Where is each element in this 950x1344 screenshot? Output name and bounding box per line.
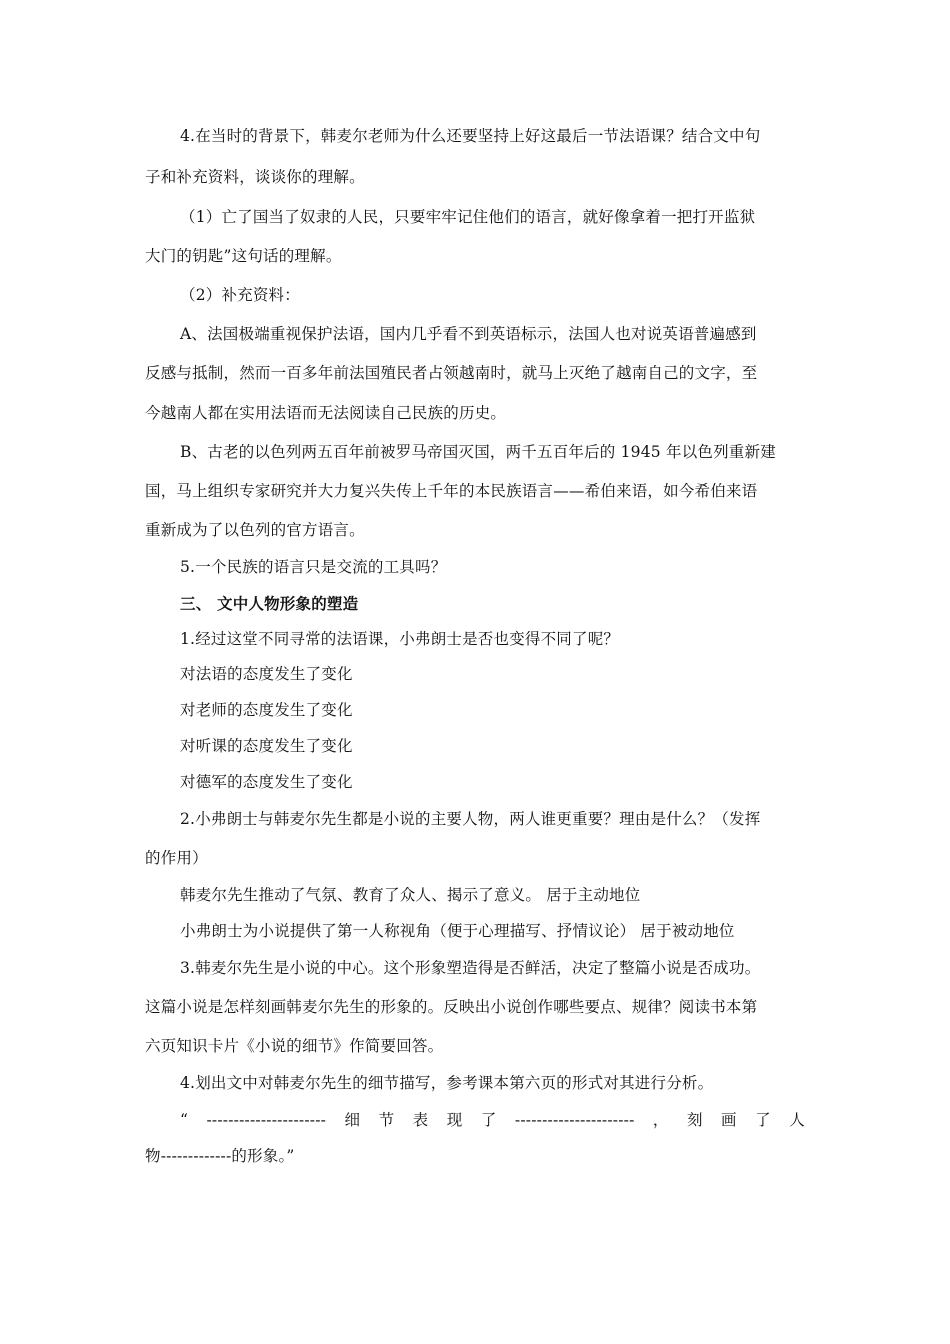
change-item: 对德军的态度发生了变化: [180, 773, 353, 791]
template-part: “: [180, 1111, 189, 1129]
q4-line-2: 子和补充资料，谈谈你的理解。: [145, 168, 365, 186]
s3-q3-line-3: 六页知识卡片《小说的细节》作简要回答。: [145, 1037, 444, 1055]
s3-q2-line-1: 2.小弗朗士与韩麦尔先生都是小说的主要人物，两人谁更重要？理由是什么？（发挥: [180, 810, 761, 828]
s3-q2-line-2: 的作用）: [145, 849, 208, 867]
template-part: 了: [480, 1111, 497, 1129]
material-a-line-3: 今越南人都在实用法语而无法阅读自己民族的历史。: [145, 404, 507, 422]
detail-template-line-1: [180, 1110, 805, 1130]
s3-q1: 1.经过这堂不同寻常的法语课，小弗朗士是否也变得不同了呢？: [180, 630, 620, 648]
template-part: ，: [652, 1111, 669, 1129]
q4-sub1-line-1: （1）亡了国当了奴隶的人民，只要牢牢记住他们的语言，就好像拿着一把打开监狱: [180, 208, 756, 226]
template-part: 刻: [686, 1111, 703, 1129]
change-item: 对老师的态度发生了变化: [180, 701, 353, 719]
change-item: 对法语的态度发生了变化: [180, 665, 353, 683]
template-part: 节: [378, 1111, 395, 1129]
change-item: 对听课的态度发生了变化: [180, 737, 353, 755]
s3-q3-line-1: 3.韩麦尔先生是小说的中心。这个形象塑造得是否鲜活，决定了整篇小说是否成功。: [180, 959, 761, 977]
template-part: 细: [344, 1111, 361, 1129]
detail-template-line-2: 物-------------的形象。”: [145, 1147, 295, 1165]
material-b-line-1: B、古老的以色列两五百年前被罗马帝国灭国，两千五百年后的 1945 年以色列重新建: [180, 443, 776, 461]
template-part: 表: [412, 1111, 429, 1129]
s3-q2-answer-1: 韩麦尔先生推动了气氛、教育了众人、揭示了意义。 居于主动地位: [180, 886, 641, 904]
template-part: ----------------------: [206, 1111, 327, 1129]
template-part: 现: [446, 1111, 463, 1129]
q5: 5.一个民族的语言只是交流的工具吗？: [180, 558, 447, 576]
material-b-line-2: 国，马上组织专家研究并大力复兴失传上千年的本民族语言——希伯来语，如今希伯来语: [145, 482, 758, 500]
material-a-line-1: A、法国极端重视保护法语，国内几乎看不到英语标示，法国人也对说英语普遍感到: [180, 325, 757, 343]
material-b-line-3: 重新成为了以色列的官方语言。: [145, 521, 365, 539]
s3-q2-answer-2: 小弗朗士为小说提供了第一人称视角（便于心理描写、抒情议论） 居于被动地位: [180, 922, 735, 940]
q4-sub1-line-2: 大门的钥匙”这句话的理解。: [145, 247, 342, 265]
template-part: 人: [789, 1111, 805, 1129]
template-part: ----------------------: [514, 1111, 635, 1129]
template-part: 画: [721, 1111, 737, 1129]
material-a-line-2: 反感与抵制，然而一百多年前法国殖民者占领越南时，就马上灭绝了越南自己的文字，至: [145, 364, 758, 382]
section-3-heading: 三、 文中人物形象的塑造: [180, 594, 359, 613]
s3-q4: 4.划出文中对韩麦尔先生的细节描写，参考课本第六页的形式对其进行分析。: [180, 1074, 714, 1092]
template-part: 了: [755, 1111, 771, 1129]
q4-line-1: 4.在当时的背景下，韩麦尔老师为什么还要坚持上好这最后一节法语课？结合文中句: [180, 127, 761, 145]
q4-sub2: （2）补充资料：: [180, 286, 300, 304]
s3-q3-line-2: 这篇小说是怎样刻画韩麦尔先生的形象的。反映出小说创作哪些要点、规律？阅读书本第: [145, 998, 758, 1016]
